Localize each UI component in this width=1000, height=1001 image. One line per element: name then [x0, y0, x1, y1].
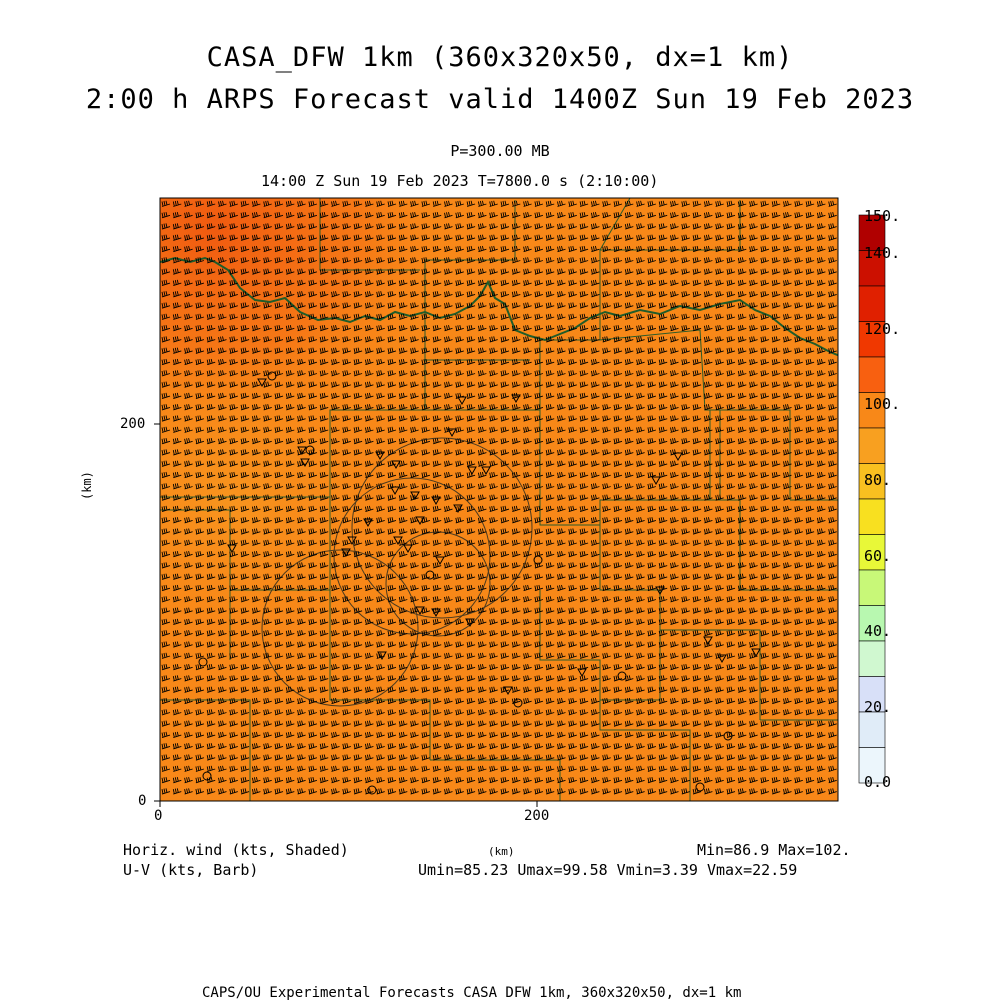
- colorbar-swatch: [859, 641, 885, 677]
- colorbar-label-150: 150.: [864, 207, 901, 225]
- legend-barb-var: U-V (kts, Barb): [123, 861, 259, 879]
- y-axis-label: (km): [80, 471, 94, 500]
- colorbar-label-120: 120.: [864, 320, 901, 338]
- y-tick-200: 200: [120, 416, 146, 432]
- y-tick-0: 0: [138, 793, 147, 809]
- title-line-2: 2:00 h ARPS Forecast valid 1400Z Sun 19 Feb 2023: [85, 84, 915, 115]
- colorbar-label-80: 80.: [864, 471, 892, 489]
- colorbar-swatch: [859, 499, 885, 535]
- valid-time-line: 14:00 Z Sun 19 Feb 2023 T=7800.0 s (2:10:00): [261, 172, 659, 190]
- colorbar-label-60: 60.: [864, 547, 892, 565]
- uv-stats: Umin=85.23 Umax=99.58 Vmin=3.39 Vmax=22.59: [418, 861, 798, 879]
- x-tick-200: 200: [524, 808, 550, 824]
- colorbar-label-100: 100.: [864, 395, 901, 413]
- colorbar-swatch: [859, 286, 885, 322]
- colorbar-label-140: 140.: [864, 244, 901, 262]
- legend-shaded-var: Horiz. wind (kts, Shaded): [123, 841, 349, 859]
- colorbar-swatch: [859, 712, 885, 748]
- colorbar-label-20: 20.: [864, 698, 892, 716]
- pressure-level: P=300.00 MB: [450, 142, 550, 160]
- title-line-1: CASA_DFW 1km (360x320x50, dx=1 km): [206, 42, 794, 73]
- colorbar-swatch: [859, 357, 885, 393]
- x-axis-label: (km): [488, 845, 515, 858]
- colorbar-label-40: 40.: [864, 622, 892, 640]
- x-tick-0: 0: [154, 808, 163, 824]
- colorbar-swatch: [859, 428, 885, 464]
- credit-line: CAPS/OU Experimental Forecasts CASA DFW 1km, 360x320x50, dx=1 km: [202, 985, 742, 1001]
- field-min-max: Min=86.9 Max=102.: [697, 841, 851, 859]
- colorbar-label-0: 0.0: [864, 773, 892, 791]
- colorbar-swatch: [859, 570, 885, 606]
